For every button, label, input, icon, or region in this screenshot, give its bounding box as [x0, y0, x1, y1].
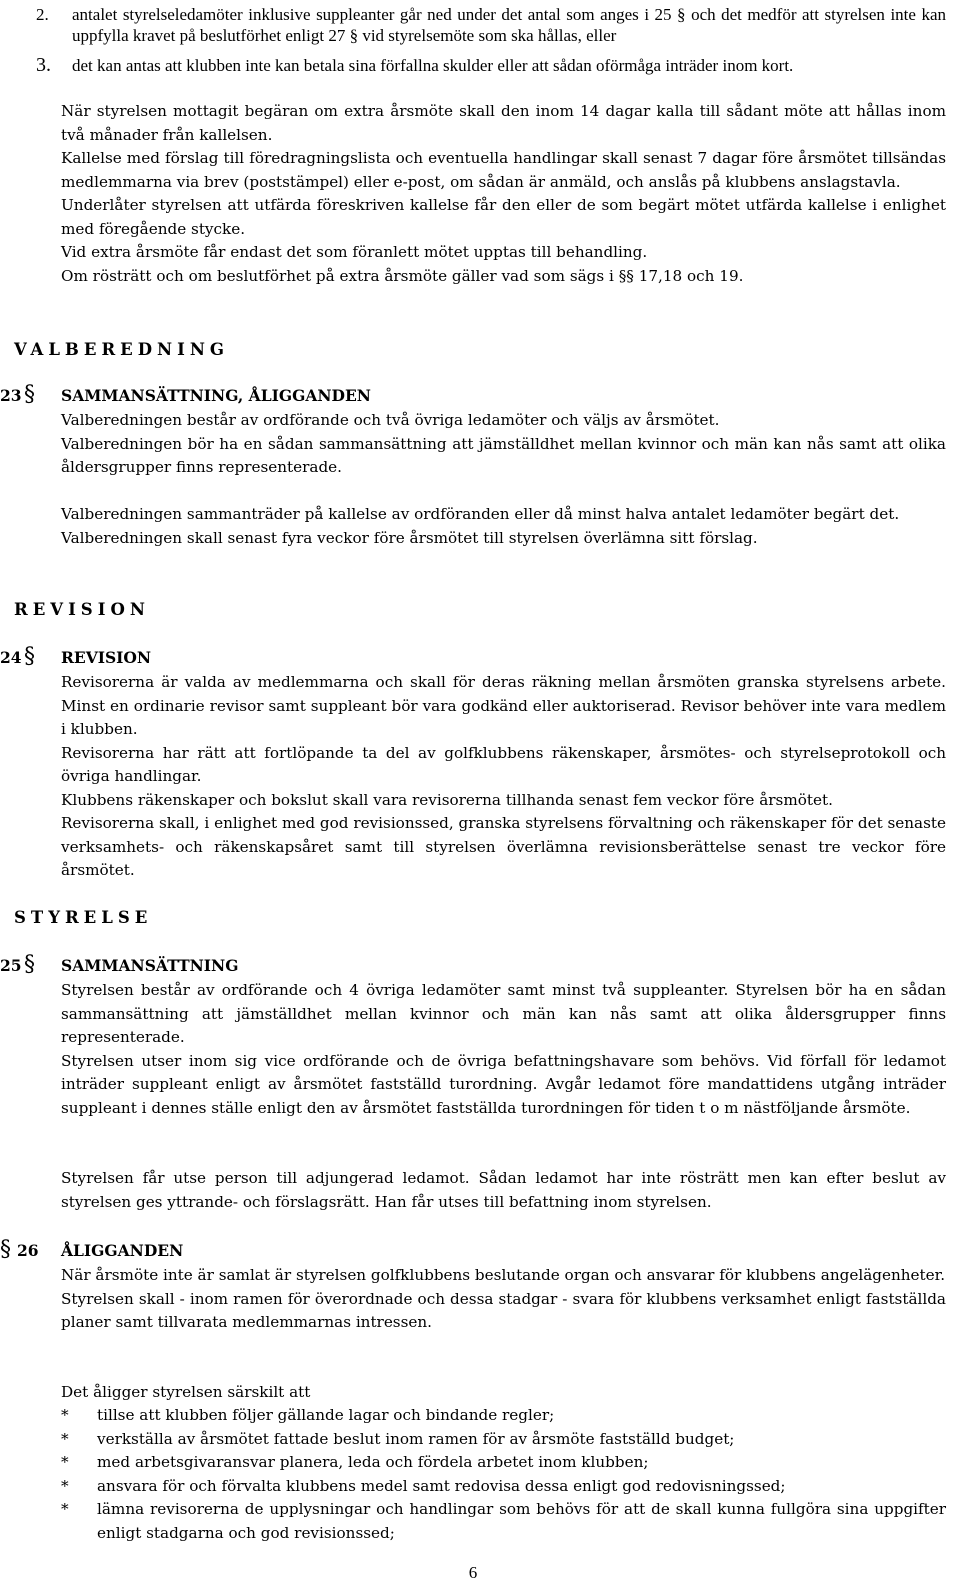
article-title: SAMMANSÄTTNING [61, 956, 239, 975]
list-item-text: tillse att klubben följer gällande lagar och bindande regler; [97, 1406, 555, 1424]
paragraph: Styrelsen får utse person till adjungerad ledamot. Sådan ledamot har inte rösträtt men kan efter beslut av styrelsen ges yttrande- och förslagsrätt. Han får utses till befattning inom styrelsen. [61, 1169, 946, 1211]
paragraph: Om rösträtt och om beslutförhet på extra årsmöte gäller vad som sägs i §§ 17,18 och 19. [61, 266, 744, 285]
duties-list [61, 1404, 946, 1545]
paragraph: Styrelsen skall - inom ramen för överordnade och dessa stadgar - svara för klubbens verksamhet enligt fastställda planer samt tillvarata medlemmarnas intressen. [61, 1289, 946, 1331]
paragraph: Underlåter styrelsen att utfärda föreskriven kallelse får den eller de som begärt mötet utfärda kallelse i enlighet med föregående stycke. [61, 196, 946, 238]
list-item [61, 1475, 946, 1499]
list-item [61, 1498, 946, 1545]
article-title: REVISION [61, 648, 152, 667]
list-item-text: verkställa av årsmötet fattade beslut inom ramen för av årsmöte fastställd budget; [97, 1429, 735, 1448]
intro-item-number: 2. [36, 5, 49, 24]
styrelse-block-a [61, 979, 946, 1120]
paragraph: När styrelsen mottagit begäran om extra årsmöte skall den inom 14 dagar kalla till sådant möte att hållas inom två månader från kallelsen. [61, 102, 946, 144]
list-item [61, 1404, 946, 1428]
paragraph: Revisorerna skall, i enlighet med god revisionssed, granska styrelsens förvaltning och räkenskaper för det senaste verksamhets- och räkenskapsåret samt till styrelsen överlämna revisionsberättelse senast tre veckor före årsmötet. [61, 814, 946, 879]
article-number: 23 [0, 386, 22, 405]
paragraph: Styrelsen utser inom sig vice ordförande och de övriga befattningshavare som behövs. Vid förfall för ledamot inträder suppleant enligt av årsmötet fastställd turordning. Avgår ledamot före mandattidens utgång inträder suppleant i dennes ställe enligt den av årsmötet fastställda turordningen för tiden t o m nästföljande årsmöte. [61, 1051, 946, 1117]
bullet-marker: * [61, 1453, 69, 1471]
article-title: SAMMANSÄTTNING, ÅLIGGANDEN [61, 386, 371, 405]
list-item-text: lämna revisorerna de upplysningar och handlingar som behövs för att de skall kunna fullgöra sina uppgifter enligt stadgarna och god revisionssed; [97, 1500, 946, 1542]
section-sign: § [24, 644, 35, 669]
list-item [61, 1451, 946, 1475]
section-sign: § [0, 1237, 11, 1262]
paragraph: Valberedningen består av ordförande och två övriga ledamöter och väljs av årsmötet. [61, 411, 720, 429]
article-number: 26 [17, 1241, 39, 1260]
paragraph: Kallelse med förslag till föredragningslista och eventuella handlingar skall senast 7 dagar före årsmötet tillsändas medlemmarna via brev (poststämpel) eller e-post, om sådan är anmäld, och anslås på klubbens anslagstavla. [61, 149, 946, 191]
article-title: ÅLIGGANDEN [61, 1241, 184, 1260]
list-item-text: med arbetsgivaransvar planera, leda och fördela arbetet inom klubben; [97, 1453, 649, 1471]
paragraph: Revisorerna är valda av medlemmarna och skall för deras räkning mellan årsmöten granska styrelsens arbete. Minst en ordinarie revisor samt suppleant bör vara godkänd eller auktoriserad. Revisor behöver inte vara medlem i klubben. [61, 673, 946, 738]
page-number: 6 [468, 1563, 478, 1582]
article-number: 24 [0, 648, 22, 667]
paragraph: Styrelsen består av ordförande och 4 övriga ledamöter samt minst två suppleanter. Styrelsen bör ha en sådan sammansättning att jämställdhet mellan kvinnor och män kan nås samt att olika åldersgrupper finns representerade. [61, 981, 946, 1046]
list-item [61, 1428, 946, 1452]
bullet-marker: * [61, 1429, 69, 1448]
aligganden-block [61, 1264, 946, 1335]
section-sign: § [24, 382, 35, 407]
intro-item-text: det kan antas att klubben inte kan betala sina förfallna skulder eller att sådan oförmåga inträder inom kort. [72, 56, 794, 75]
paragraph: Valberedningen skall senast fyra veckor före årsmötet till styrelsen överlämna sitt förslag. [61, 528, 758, 547]
paragraph: Klubbens räkenskaper och bokslut skall vara revisorerna tillhanda senast fem veckor före årsmötet. [61, 790, 833, 809]
valberedning-block-b [61, 503, 946, 550]
extra-meeting-block [61, 100, 946, 288]
section-heading-styrelse: STYRELSE [14, 908, 153, 927]
revision-block [61, 671, 946, 883]
intro-item-text: antalet styrelseledamöter inklusive suppleanter går ned under det antal som anges i 25 § och det medför att styrelsen inte kan uppfylla kravet på beslutförhet enligt 27 § vid styrelsemöte som ska hållas, eller [72, 5, 946, 45]
aligganden-list-block [61, 1381, 946, 1405]
valberedning-block-a [61, 409, 946, 480]
article-number: 25 [0, 956, 22, 975]
section-heading-revision: REVISION [14, 600, 150, 619]
paragraph: Vid extra årsmöte får endast det som föranlett mötet upptas till behandling. [61, 243, 648, 261]
bullet-marker: * [61, 1500, 69, 1518]
paragraph: När årsmöte inte är samlat är styrelsen golfklubbens beslutande organ och ansvarar för klubbens angelägenheter. [61, 1266, 946, 1284]
paragraph: Valberedningen bör ha en sådan sammansättning att jämställdhet mellan kvinnor och män kan nås samt att olika åldersgrupper finns representerade. [61, 434, 946, 476]
intro-item-number: 3. [36, 54, 51, 76]
paragraph: Valberedningen sammanträder på kallelse av ordföranden eller då minst halva antalet ledamöter begärt det. [61, 505, 900, 523]
bullet-marker: * [61, 1476, 69, 1495]
section-heading-valberedning: VALBEREDNING [14, 340, 230, 359]
paragraph: Revisorerna har rätt att fortlöpande ta del av golfklubbens räkenskaper, årsmötes- och styrelseprotokoll och övriga handlingar. [61, 743, 946, 785]
list-item-text: ansvara för och förvalta klubbens medel samt redovisa dessa enligt god redovisningssed; [97, 1476, 786, 1495]
list-intro: Det åligger styrelsen särskilt att [61, 1383, 311, 1401]
section-sign: § [24, 952, 35, 977]
bullet-marker: * [61, 1406, 69, 1424]
styrelse-block-b [61, 1167, 946, 1214]
